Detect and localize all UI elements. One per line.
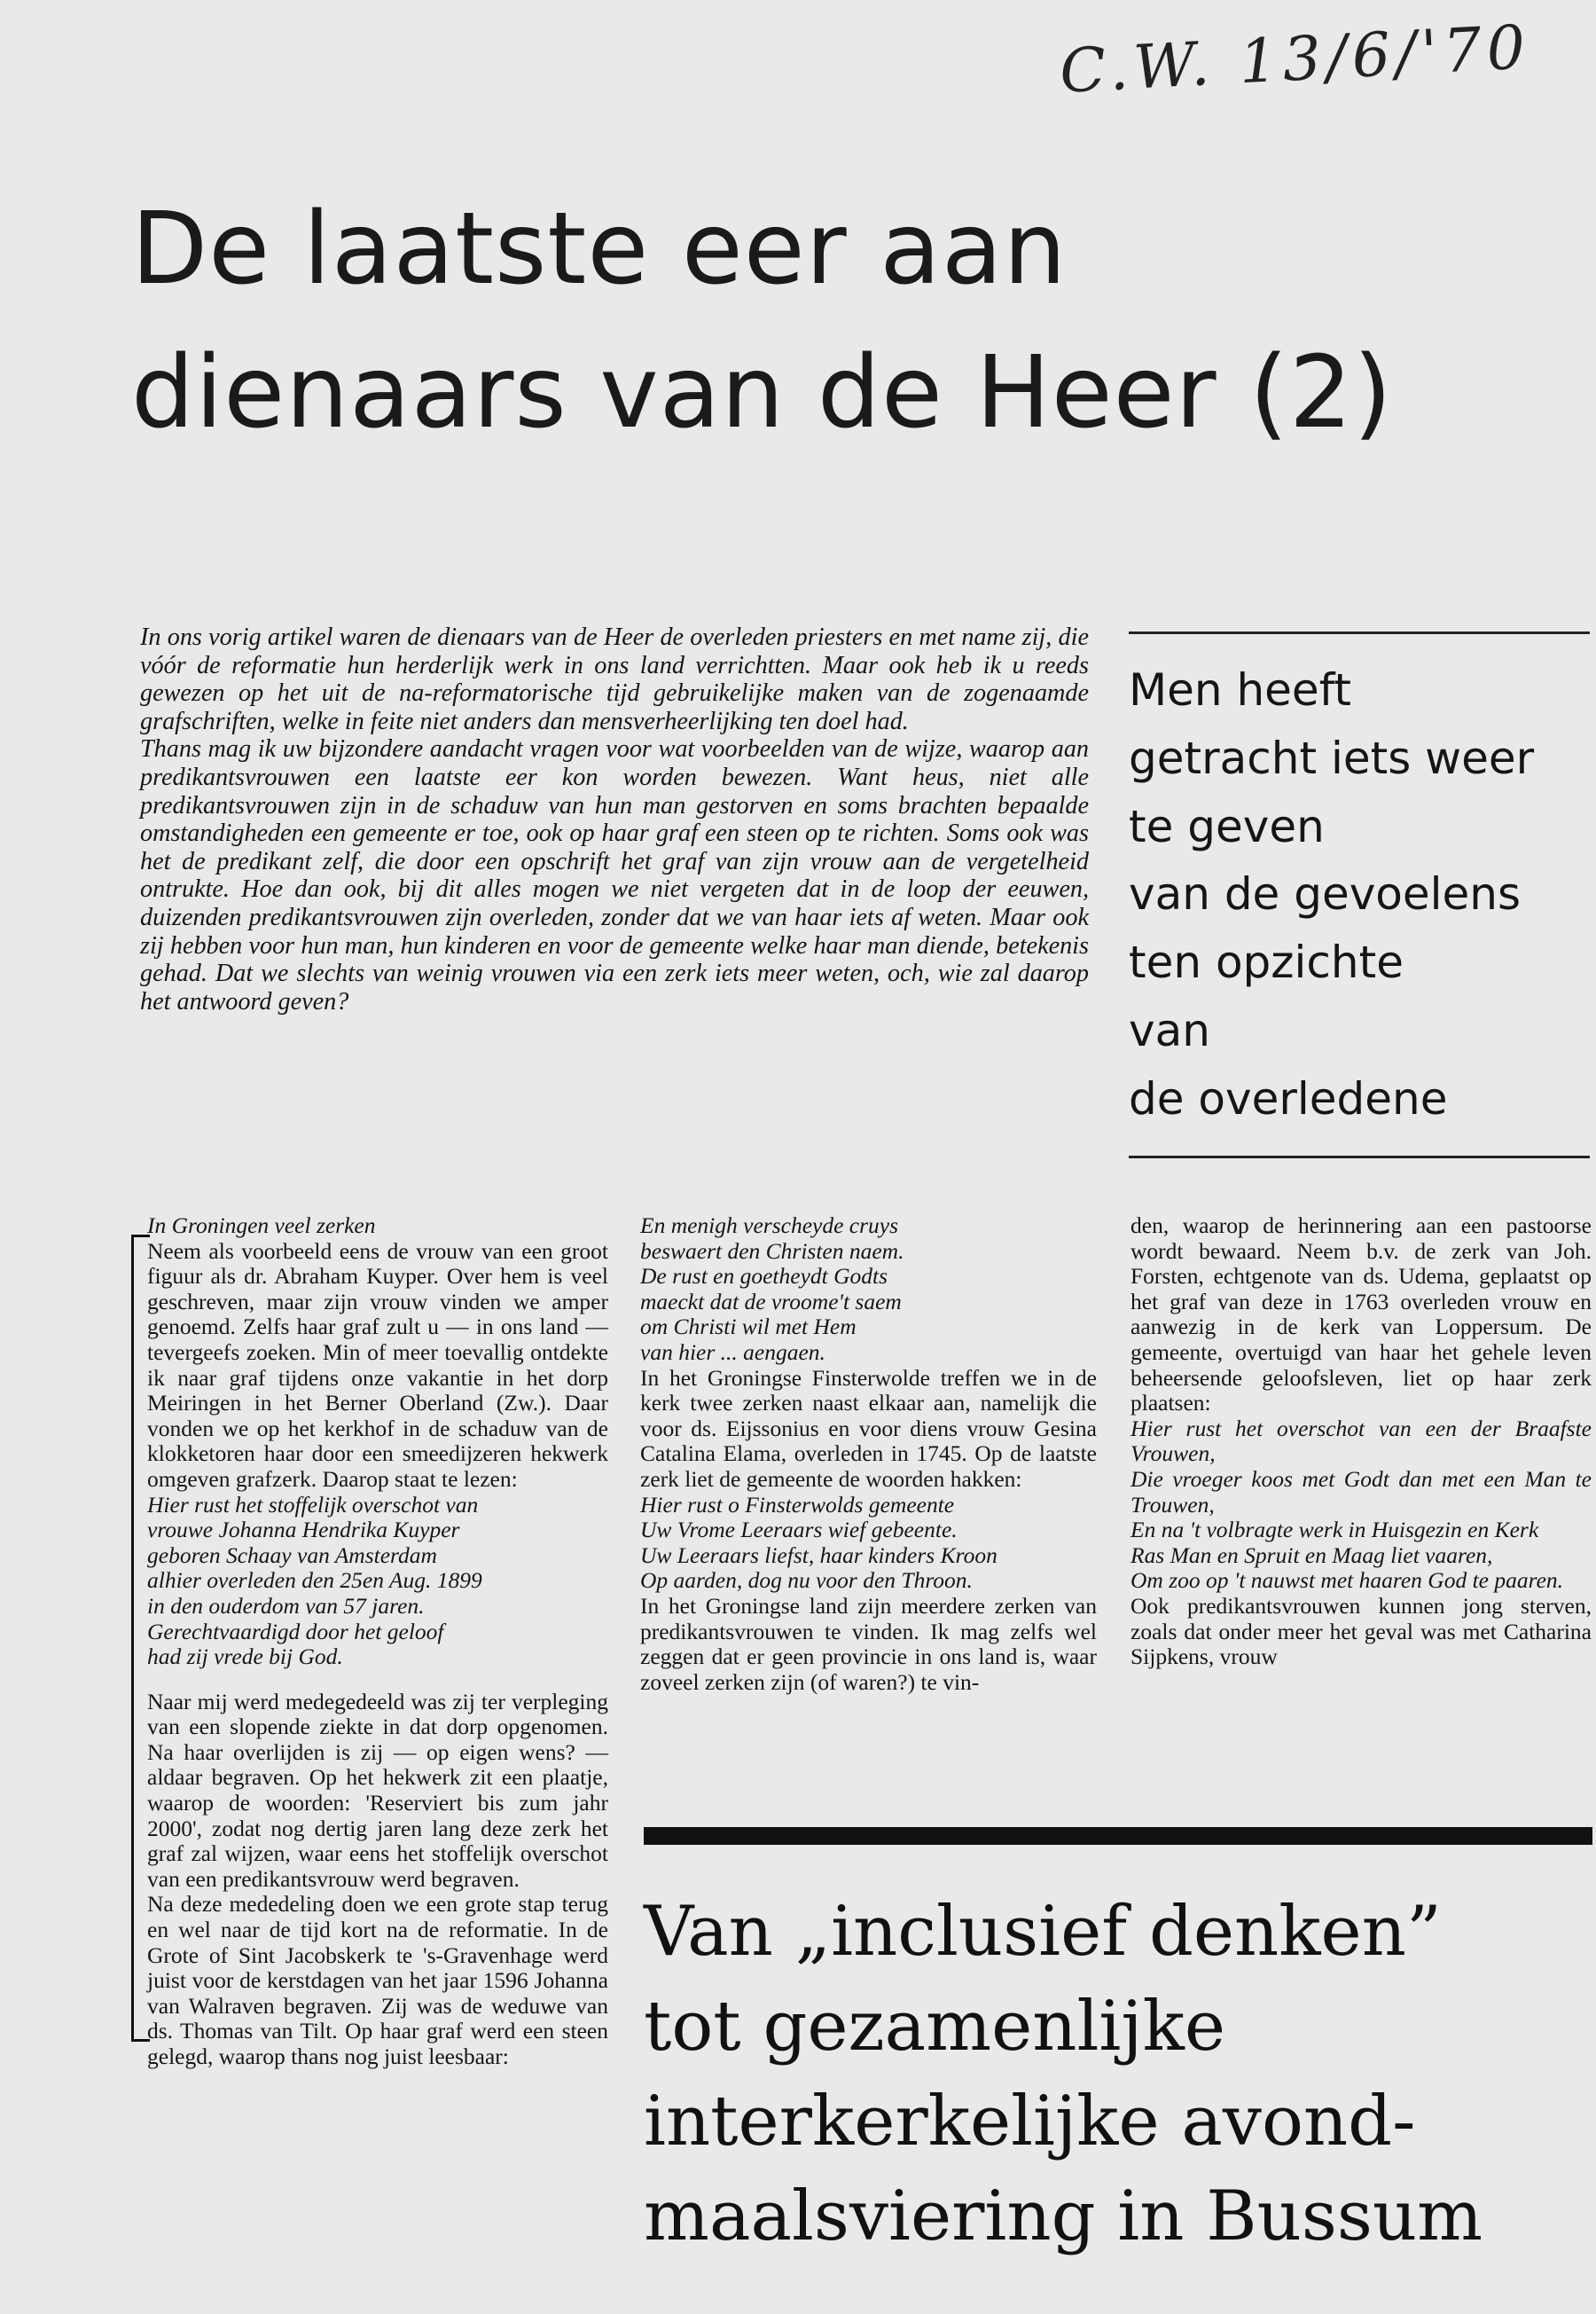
inscription-line: Hier rust het stoffelijk overschot van — [147, 1491, 479, 1518]
pullquote-line: te geven — [1129, 800, 1325, 852]
inscription-line: vrouwe Johanna Hendrika Kuyper — [147, 1517, 460, 1543]
verse-line: Op aarden, dog nu voor den Throon. — [640, 1567, 973, 1594]
pullquote — [1129, 656, 1590, 1133]
section-divider-bar — [644, 1827, 1592, 1845]
inscription-line: in den ouderdom van 57 jaren. — [147, 1592, 425, 1619]
column-2 — [640, 1213, 1097, 1695]
second-article-headline — [644, 1885, 1592, 2264]
inscription-line: alhier overleden den 25en Aug. 1899 — [147, 1567, 482, 1594]
pullquote-top-rule — [1129, 631, 1590, 634]
headline2-line: interkerkelijke avond- — [644, 2082, 1416, 2161]
headline2-line: tot gezamenlijke — [644, 1987, 1225, 2067]
paragraph: In het Groningse Finsterwolde treffen we in de kerk twee zerken naast elkaar aan, namelijk die voor ds. Eijssonius en voor diens vrouw Gesina Catalina Elama, overleden in 1745. Op de laatste zerk liet de gemeente de woorden hakken: — [640, 1364, 1097, 1492]
spacer — [147, 1670, 608, 1690]
verse-line: En menigh verscheyde cruys — [640, 1212, 899, 1238]
pullquote-line: Men heeft — [1129, 664, 1352, 716]
pullquote-line: getracht iets weer — [1129, 732, 1535, 784]
verse-line: De rust en goetheydt Godts — [640, 1263, 888, 1290]
pullquote-line: van de gevoelens — [1129, 868, 1522, 921]
paragraph: den, waarop de herinnering aan een pastoorse wordt bewaard. Neem b.v. de zerk van Joh. Forsten, echtgenote van ds. Udema, geplaatst op het graf van deze in 1763 overleden vrouw en aanwezig in de kerk van Loppersum. De gemeente, overtuigd van haar het gehele leven beheersende geloofsleven, liet op haar zerk plaatsen: — [1130, 1212, 1592, 1416]
verse-line: beswaert den Christen naem. — [640, 1237, 904, 1264]
headline2-line: maalsviering in Bussum — [644, 2177, 1483, 2256]
pullquote-line: de overledene — [1129, 1072, 1448, 1125]
paragraph: Naar mij werd medegedeeld was zij ter verpleging van een slopende ziekte in dat dorp opgenomen. Na haar overlijden is zij — op eigen wens? — aldaar begraven. Op het hekwerk zit een plaatje, waarop de woorden: 'Reserviert bis zum jahr 2000', zodat nog dertig jaren lang deze zerk het graf zal wijzen, waar eens het stoffelijk overschot van een predikantsvrouw werd begraven. — [147, 1688, 608, 1892]
headline-line-1: De laatste eer aan — [131, 192, 1068, 307]
verse-line: om Christi wil met Hem — [640, 1314, 857, 1340]
paragraph: Ook predikantsvrouwen kunnen jong sterven, zoals dat onder meer het geval was met Catharina Sijpkens, vrouw — [1130, 1592, 1592, 1670]
verse-line: Die vroeger koos met Godt dan met een Man te Trouwen, — [1130, 1465, 1592, 1518]
headline-line-2: dienaars van de Heer (2) — [131, 335, 1393, 451]
verse-line: maeckt dat de vroome't saem — [640, 1288, 902, 1314]
pullquote-line: ten opzichte — [1129, 937, 1404, 989]
paragraph: Na deze mededeling doen we een grote stap terug en wel naar de tijd kort na de reformatie. In de Grote of Sint Jacobskerk te 's-Gravenhage werd juist voor de kerstdagen van het jaar 1596 Johanna van Walraven begraven. Zij was de weduwe van ds. Thomas van Tilt. Op haar graf werd een steen gelegd, waarop thans nog juist leesbaar: — [147, 1891, 608, 2069]
column-3 — [1130, 1213, 1592, 1670]
intro-p2: Thans mag ik uw bijzondere aandacht vragen voor wat voorbeelden van de wijze, waarop aan predikantsvrouwen een laatste eer kon worden bewezen. Want heus, niet alle predikantsvrouwen zijn in de schaduw van hun man gestorven en soms brachten bepaalde omstandigheden een gemeente er toe, ook op haar graf een steen op te richten. Soms ook was het de predikant zelf, die door een opschrift het graf van zijn vrouw aan de vergetelheid ontrukte. Hoe dan ook, bij dit alles mogen we niet vergeten dat in de loop der eeuwen, duizenden predikantsvrouwen zijn overleden, zonder dat we van haar iets af weten. Maar ook zij hebben voor hun man, hun kinderen en voor de gemeente welke haar man diende, betekenis gehad. Dat we slechts van weinig vrouwen via een zerk iets meer weten, och, wie zal daarop het antwoord geven? — [140, 735, 1089, 1016]
verse-line: van hier ... aengaen. — [640, 1338, 825, 1365]
inscription-line: had zij vrede bij God. — [147, 1643, 343, 1670]
pullquote-bottom-rule — [1129, 1156, 1590, 1158]
intro-paragraph — [140, 624, 1089, 1016]
handwritten-date-note: C.W. 13/6/'70 — [1058, 12, 1533, 107]
verse-line: Om zoo op 't nauwst met haaren God te paaren. — [1130, 1567, 1564, 1594]
verse-line: Hier rust het overschot van een der Braafste Vrouwen, — [1130, 1415, 1592, 1467]
verse-line: Uw Leeraars liefst, haar kinders Kroon — [640, 1541, 998, 1568]
article-headline — [131, 177, 1514, 465]
inscription-line: geboren Schaay van Amsterdam — [147, 1541, 437, 1568]
paragraph: Neem als voorbeeld eens de vrouw van een groot figuur als dr. Abraham Kuyper. Over hem is veel geschreven, maar zijn vrouw vinden we amper genoemd. Zelfs haar graf zult u — in ons land — tevergeefs zoeken. Min of meer toevallig ontdekte ik naar graf tijdens onze vakantie in het dorp Meiringen in het Berner Oberland (Zw.). Daar vonden we op het kerkhof in de schaduw van de klokketoren haar door een smeedijzeren hekwerk omgeven grafzerk. Daarop staat te lezen: — [147, 1237, 608, 1492]
verse-line: Hier rust o Finsterwolds gemeente — [640, 1491, 955, 1518]
pullquote-line: van — [1129, 1004, 1210, 1056]
headline2-line: Van „inclusief denken” — [644, 1892, 1442, 1972]
verse-line: Uw Vrome Leeraars wief gebeente. — [640, 1517, 958, 1543]
column-subheading: In Groningen veel zerken — [147, 1212, 376, 1238]
intro-p1: In ons vorig artikel waren de dienaars van de Heer de overleden priesters en met name zij, die vóór de reformatie hun herderlijk werk in ons land verrichtten. Maar ook heb ik u reeds gewezen op het uit de na-reformatorische tijd gebruikelijke maken van de zogenaamde grafschriften, welke in feite niet anders dan mensverheerlijking ten doel had. — [140, 624, 1089, 735]
column-1 — [147, 1213, 608, 2070]
verse-line: Ras Man en Spruit en Maag liet vaaren, — [1130, 1541, 1493, 1568]
inscription-line: Gerechtvaardigd door het geloof — [147, 1618, 444, 1644]
verse-line: En na 't volbragte werk in Huisgezin en Kerk — [1130, 1517, 1539, 1543]
paragraph: In het Groningse land zijn meerdere zerken van predikantsvrouwen te vinden. Ik mag zelfs wel zeggen dat er geen provincie in ons land is, waar zoveel zerken zijn (of waren?) te vin- — [640, 1592, 1097, 1695]
